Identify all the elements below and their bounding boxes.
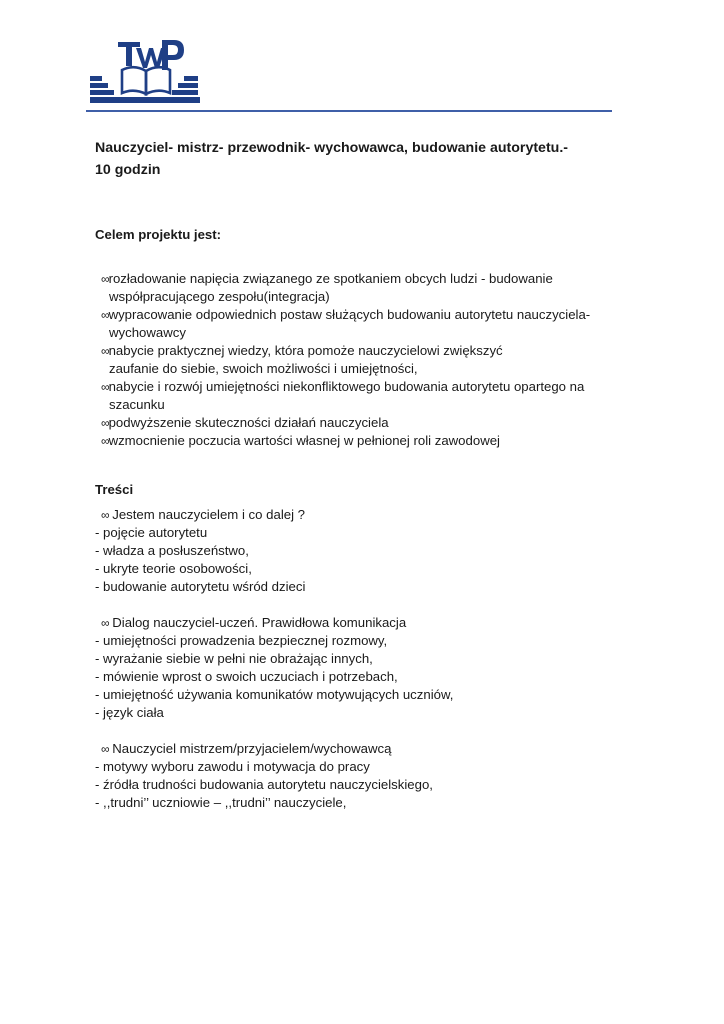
content-item: - umiejętności prowadzenia bezpiecznej rozmowy, <box>95 633 388 648</box>
infinity-bullet-icon: ∞ <box>101 434 109 448</box>
content-item: - źródła trudności budowania autorytetu nauczycielskiego, <box>95 777 433 792</box>
content-item: - władza a posłuszeństwo, <box>95 543 249 558</box>
goal-text: podwyższenie skuteczności działań nauczyciela <box>108 415 389 430</box>
content-block-title: Jestem nauczycielem i co dalej ? <box>112 507 306 522</box>
infinity-bullet-icon: ∞ <box>101 508 109 522</box>
goal-text: wzmocnienie poczucia wartości własnej w pełnionej roli zawodowej <box>108 433 500 448</box>
content-item: - mówienie wprost o swoich uczuciach i potrzebach, <box>95 669 398 684</box>
content-item: - budowanie autorytetu wśród dzieci <box>95 579 306 594</box>
infinity-bullet-icon: ∞ <box>101 344 109 358</box>
goal-item <box>101 342 641 378</box>
goal-item <box>101 306 641 342</box>
content-item: - umiejętność używania komunikatów motywujących uczniów, <box>95 687 454 702</box>
content-block-title: Dialog nauczyciel-uczeń. Prawidłowa komunikacja <box>112 615 407 630</box>
goal-text: nabycie i rozwój umiejętności niekonfliktowego budowania autorytetu opartego na <box>108 379 585 394</box>
document-title <box>95 137 635 181</box>
infinity-bullet-icon: ∞ <box>101 308 109 322</box>
infinity-bullet-icon: ∞ <box>101 416 109 430</box>
content-block <box>95 740 635 812</box>
infinity-bullet-icon: ∞ <box>101 380 109 394</box>
infinity-bullet-icon: ∞ <box>101 272 109 286</box>
goal-item <box>101 414 641 432</box>
content-block <box>95 506 635 596</box>
goal-text: nabycie praktycznej wiedzy, która pomoże nauczycielowi zwiększyć <box>108 343 503 358</box>
content-block-title: Nauczyciel mistrzem/przyjacielem/wychowawcą <box>112 741 392 756</box>
goal-text: rozładowanie napięcia związanego ze spotkaniem obcych ludzi - budowanie <box>108 271 553 286</box>
goals-list <box>101 270 641 450</box>
content-item: - język ciała <box>95 705 164 720</box>
content-block <box>95 614 635 722</box>
goal-item <box>101 432 641 450</box>
goal-item <box>101 270 641 306</box>
goal-text: wychowawcy <box>109 325 186 340</box>
content-list <box>95 506 635 830</box>
infinity-bullet-icon: ∞ <box>101 616 109 630</box>
content-heading: Treści <box>95 482 134 497</box>
goal-text: wypracowanie odpowiednich postaw służących budowaniu autorytetu nauczyciela- <box>108 307 591 322</box>
title-line: Nauczyciel- mistrz- przewodnik- wychowawca, budowanie autorytetu.- <box>95 140 569 156</box>
infinity-bullet-icon: ∞ <box>101 742 109 756</box>
goals-heading: Celem projektu jest: <box>95 227 222 242</box>
content-item: - wyrażanie siebie w pełni nie obrażając innych, <box>95 651 373 666</box>
goal-text: zaufanie do siebie, swoich możliwości i umiejętności, <box>109 361 418 376</box>
goal-text: szacunku <box>109 397 165 412</box>
goal-item <box>101 378 641 414</box>
content-item: - ,,trudni’’ uczniowie – ,,trudni’’ nauczyciele, <box>95 795 347 810</box>
content-item: - pojęcie autorytetu <box>95 525 208 540</box>
content-item: - ukryte teorie osobowości, <box>95 561 252 576</box>
title-line: 10 godzin <box>95 162 161 178</box>
goal-text: współpracującego zespołu(integracja) <box>109 289 330 304</box>
header-divider <box>86 110 612 112</box>
logo-caption: TOWARZYSTWO WIEDZY POWSZECHNEJ <box>104 98 188 103</box>
content-item: - motywy wyboru zawodu i motywacja do pracy <box>95 759 370 774</box>
